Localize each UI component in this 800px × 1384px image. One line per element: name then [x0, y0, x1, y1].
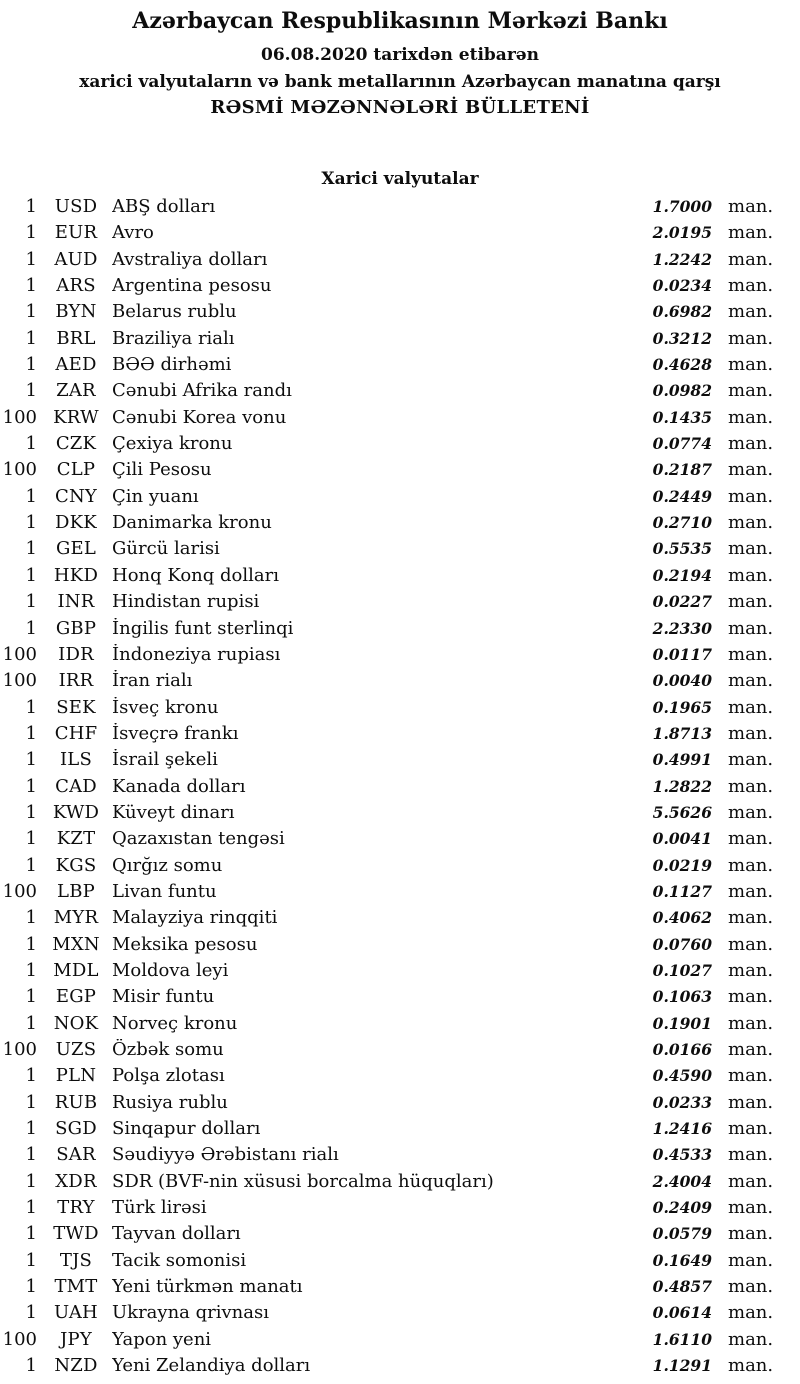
- currency-code: BYN: [55, 301, 97, 323]
- currency-quantity: 100: [2, 1039, 37, 1060]
- currency-row: [0, 644, 800, 670]
- currency-unit-label: man.: [728, 986, 774, 1008]
- currency-row: [0, 1144, 800, 1170]
- currency-quantity: 1: [25, 1170, 37, 1192]
- currency-unit-label: man.: [728, 880, 774, 902]
- currency-unit-label: man.: [728, 327, 774, 349]
- currency-row: [0, 723, 800, 749]
- currency-unit-label: man.: [728, 1302, 774, 1324]
- currency-quantity: 100: [2, 406, 37, 428]
- currency-rate: 0.0760: [652, 934, 712, 954]
- currency-unit-label: man.: [728, 564, 774, 586]
- currency-name: Gürcü larisi: [112, 538, 220, 560]
- currency-unit-label: man.: [728, 1012, 774, 1034]
- currency-rate: 0.1063: [652, 987, 712, 1007]
- currency-code: KGS: [55, 854, 97, 876]
- currency-code: SEK: [56, 696, 96, 718]
- currency-row: [0, 380, 800, 406]
- currency-rate: 0.1965: [652, 697, 712, 717]
- currency-quantity: 1: [25, 222, 37, 244]
- currency-unit-label: man.: [728, 1276, 774, 1298]
- currency-name: Cənubi Afrika randı: [112, 380, 292, 402]
- currency-row: [0, 354, 800, 380]
- currency-name: Misir funtu: [112, 986, 215, 1008]
- currency-name: Malayziya rinqqiti: [112, 907, 278, 929]
- currency-quantity: 1: [25, 327, 37, 349]
- currency-name: Sinqapur dolları: [112, 1118, 261, 1140]
- currency-code: CNY: [54, 485, 97, 507]
- currency-quantity: 1: [25, 1012, 37, 1034]
- currency-name: Yeni Zelandiya dolları: [112, 1355, 311, 1377]
- currency-code: AUD: [54, 248, 98, 270]
- currency-unit-label: man.: [728, 749, 774, 771]
- currency-rate: 0.1127: [652, 881, 712, 901]
- currency-row: [0, 1065, 800, 1091]
- currency-name: Cənubi Korea vonu: [112, 406, 287, 428]
- currency-unit-label: man.: [728, 459, 774, 481]
- currency-quantity: 100: [2, 643, 37, 665]
- currency-rate: 0.0579: [652, 1224, 712, 1244]
- currency-quantity: 1: [25, 1197, 37, 1219]
- currency-code: XDR: [55, 1170, 97, 1192]
- currency-rate: 0.3212: [652, 328, 712, 348]
- currency-name: Türk lirəsi: [112, 1197, 207, 1219]
- currency-row: [0, 486, 800, 512]
- currency-quantity: 1: [25, 1249, 37, 1271]
- currency-name: Çili Pesosu: [112, 459, 212, 481]
- currency-name: Argentina pesosu: [112, 275, 272, 297]
- currency-quantity: 1: [25, 617, 37, 639]
- currency-code: LBP: [57, 880, 95, 902]
- currency-name: Çexiya kronu: [112, 433, 233, 455]
- effective-date-line: 06.08.2020 tarixdən etibarən: [261, 45, 539, 65]
- currency-code: BRL: [56, 327, 96, 349]
- currency-row: [0, 512, 800, 538]
- currency-code: AED: [55, 354, 97, 376]
- currency-unit-label: man.: [728, 380, 774, 402]
- currency-name: İsveçrə frankı: [112, 722, 239, 744]
- currency-row: [0, 828, 800, 854]
- currency-quantity: 1: [25, 1091, 37, 1113]
- currency-row: [0, 934, 800, 960]
- currency-unit-label: man.: [728, 828, 774, 850]
- currency-unit-label: man.: [728, 722, 774, 744]
- currency-code: HKD: [53, 564, 99, 586]
- currency-quantity: 1: [25, 933, 37, 955]
- currency-row: [0, 1039, 800, 1065]
- currency-code: TRY: [57, 1197, 95, 1219]
- currency-rate: 0.4857: [652, 1277, 712, 1297]
- currency-unit-label: man.: [728, 670, 774, 692]
- currency-name: Braziliya rialı: [112, 327, 235, 349]
- currency-unit-label: man.: [728, 406, 774, 428]
- currency-quantity: 1: [25, 801, 37, 823]
- currency-quantity: 1: [25, 722, 37, 744]
- currency-unit-label: man.: [728, 354, 774, 376]
- currency-row: [0, 1276, 800, 1302]
- currency-rate: 0.0166: [652, 1040, 712, 1059]
- currency-name: BƏƏ dirhəmi: [112, 354, 232, 376]
- currency-unit-label: man.: [728, 222, 774, 244]
- currency-rate: 0.2710: [652, 513, 712, 533]
- currency-quantity: 1: [25, 854, 37, 876]
- currency-quantity: 1: [25, 907, 37, 929]
- currency-name: ABŞ dolları: [112, 196, 216, 217]
- currency-rate: 2.2330: [652, 618, 712, 638]
- currency-quantity: 1: [25, 564, 37, 586]
- currency-unit-label: man.: [728, 485, 774, 507]
- currency-code: ZAR: [56, 380, 96, 402]
- currency-quantity: 1: [25, 248, 37, 270]
- currency-quantity: 1: [25, 986, 37, 1008]
- currency-rate: 0.0614: [652, 1303, 712, 1323]
- currency-quantity: 1: [25, 828, 37, 850]
- currency-code: JPY: [60, 1328, 92, 1350]
- currency-row: [0, 670, 800, 696]
- currency-unit-label: man.: [728, 248, 774, 270]
- currency-name: Özbək somu: [112, 1039, 224, 1060]
- currency-quantity: 1: [25, 696, 37, 718]
- currency-row: [0, 960, 800, 986]
- currency-rate: 0.0982: [652, 381, 712, 401]
- currency-code: KWD: [52, 801, 100, 823]
- currency-unit-label: man.: [728, 1197, 774, 1219]
- currency-code: KZT: [56, 828, 96, 850]
- rates-table: [0, 196, 800, 1381]
- currency-row: [0, 275, 800, 301]
- currency-quantity: 1: [25, 485, 37, 507]
- currency-code: NOK: [53, 1012, 99, 1034]
- currency-code: GBP: [55, 617, 97, 639]
- currency-name: Qırğız somu: [112, 854, 223, 876]
- currency-rate: 1.2416: [652, 1119, 712, 1139]
- currency-quantity: 1: [25, 1065, 37, 1087]
- currency-unit-label: man.: [728, 1118, 774, 1140]
- currency-name: İngilis funt sterlinqi: [112, 617, 294, 639]
- currency-row: [0, 459, 800, 485]
- currency-unit-label: man.: [728, 854, 774, 876]
- currency-code: SGD: [55, 1118, 97, 1140]
- currency-row: [0, 881, 800, 907]
- currency-code: MDL: [53, 959, 99, 981]
- currency-quantity: 100: [2, 880, 37, 902]
- currency-quantity: 1: [25, 1144, 37, 1166]
- currency-rate: 0.4991: [652, 750, 712, 770]
- section-title-foreign-currencies: Xarici valyutalar: [321, 169, 479, 189]
- currency-quantity: 1: [25, 959, 37, 981]
- currency-name: Honq Konq dolları: [112, 564, 279, 586]
- currency-quantity: 1: [25, 301, 37, 323]
- currency-name: İsrail şekeli: [112, 749, 218, 771]
- currency-row: [0, 1250, 800, 1276]
- currency-unit-label: man.: [728, 591, 774, 613]
- currency-name: Yeni türkmən manatı: [112, 1276, 303, 1298]
- currency-quantity: 1: [25, 749, 37, 771]
- currency-unit-label: man.: [728, 433, 774, 455]
- currency-quantity: 100: [2, 459, 37, 481]
- currency-code: TWD: [53, 1223, 99, 1245]
- currency-unit-label: man.: [728, 1328, 774, 1350]
- currency-unit-label: man.: [728, 907, 774, 929]
- currency-code: CAD: [55, 775, 97, 797]
- currency-name: Meksika pesosu: [112, 933, 258, 955]
- currency-rate: 0.2194: [652, 565, 712, 585]
- currency-quantity: 1: [25, 1302, 37, 1324]
- currency-rate: 0.6982: [652, 302, 712, 322]
- currency-quantity: 1: [25, 591, 37, 613]
- currency-unit-label: man.: [728, 275, 774, 297]
- currency-rate: 0.4628: [652, 355, 712, 375]
- currency-name: Belarus rublu: [112, 301, 237, 323]
- currency-code: RUB: [54, 1091, 98, 1113]
- currency-name: Ukrayna qrivnası: [112, 1302, 269, 1324]
- currency-row: [0, 1118, 800, 1144]
- currency-row: [0, 618, 800, 644]
- currency-code: GEL: [55, 538, 97, 560]
- currency-quantity: 1: [25, 275, 37, 297]
- currency-row: [0, 407, 800, 433]
- currency-unit-label: man.: [728, 1223, 774, 1245]
- currency-row: [0, 1302, 800, 1328]
- currency-name: İran rialı: [112, 670, 193, 692]
- currency-code: ILS: [60, 749, 92, 771]
- currency-rate: 2.0195: [652, 223, 712, 243]
- currency-row: [0, 986, 800, 1012]
- currency-rate: 2.4004: [652, 1171, 712, 1191]
- currency-name: Küveyt dinarı: [112, 801, 235, 823]
- currency-quantity: 1: [25, 1355, 37, 1377]
- currency-row: [0, 776, 800, 802]
- currency-unit-label: man.: [728, 196, 774, 217]
- currency-row: [0, 1171, 800, 1197]
- currency-row: [0, 855, 800, 881]
- currency-unit-label: man.: [728, 512, 774, 534]
- currency-code: SAR: [56, 1144, 96, 1166]
- currency-quantity: 1: [25, 380, 37, 402]
- currency-rate: 0.1901: [652, 1013, 712, 1033]
- currency-name: Tacik somonisi: [112, 1249, 247, 1271]
- currency-unit-label: man.: [728, 538, 774, 560]
- currency-unit-label: man.: [728, 933, 774, 955]
- currency-code: NZD: [54, 1355, 98, 1377]
- currency-rate: 5.5626: [652, 802, 712, 822]
- currency-name: Yapon yeni: [112, 1328, 212, 1350]
- currency-name: Avstraliya dolları: [112, 248, 268, 270]
- currency-unit-label: man.: [728, 696, 774, 718]
- currency-quantity: 1: [25, 1223, 37, 1245]
- currency-row: [0, 222, 800, 248]
- currency-code: INR: [57, 591, 95, 613]
- currency-name: Danimarka kronu: [112, 512, 272, 534]
- currency-rate: 0.2187: [652, 460, 712, 480]
- currency-unit-label: man.: [728, 1039, 774, 1060]
- currency-name: SDR (BVF-nin xüsusi borcalma hüquqları): [112, 1170, 494, 1192]
- currency-unit-label: man.: [728, 775, 774, 797]
- currency-row: [0, 1092, 800, 1118]
- currency-row: [0, 301, 800, 327]
- currency-name: Norveç kronu: [112, 1012, 238, 1034]
- bank-title: Azərbaycan Respublikasının Mərkəzi Bankı: [132, 8, 668, 34]
- currency-rate: 1.1291: [652, 1356, 712, 1376]
- currency-name: Moldova leyi: [112, 959, 229, 981]
- currency-row: [0, 538, 800, 564]
- currency-rate: 0.4533: [652, 1145, 712, 1165]
- currency-quantity: 1: [25, 775, 37, 797]
- subtitle-line: xarici valyutaların və bank metallarının Azərbaycan manatına qarşı: [79, 72, 721, 92]
- currency-code: TJS: [59, 1249, 93, 1271]
- currency-rate: 0.1435: [652, 407, 712, 427]
- currency-unit-label: man.: [728, 301, 774, 323]
- currency-rate: 0.1027: [652, 960, 712, 980]
- currency-rate: 0.0040: [652, 671, 712, 691]
- currency-rate: 0.4590: [652, 1066, 712, 1086]
- currency-row: [0, 1197, 800, 1223]
- currency-rate: 0.1649: [652, 1250, 712, 1270]
- currency-code: KRW: [53, 406, 99, 428]
- currency-code: CZK: [55, 433, 97, 455]
- currency-rate: 1.8713: [652, 723, 712, 743]
- currency-unit-label: man.: [728, 643, 774, 665]
- bulletin-title: RƏSMİ MƏZƏNNƏLƏRİ BÜLLETENİ: [210, 97, 590, 118]
- currency-row: [0, 749, 800, 775]
- currency-unit-label: man.: [728, 1355, 774, 1377]
- currency-rate: 0.0117: [652, 644, 712, 664]
- currency-row: [0, 1013, 800, 1039]
- currency-name: Səudiyyə Ərəbistanı rialı: [112, 1144, 339, 1166]
- currency-rate: 0.0219: [652, 855, 712, 875]
- currency-code: USD: [54, 196, 98, 217]
- currency-row: [0, 591, 800, 617]
- currency-unit-label: man.: [728, 1249, 774, 1271]
- currency-rate: 0.2409: [652, 1198, 712, 1218]
- currency-code: DKK: [55, 512, 97, 534]
- currency-rate: 1.7000: [652, 197, 712, 216]
- currency-name: Kanada dolları: [112, 775, 246, 797]
- currency-name: Tayvan dolları: [112, 1223, 241, 1245]
- currency-code: ARS: [56, 275, 96, 297]
- currency-row: [0, 697, 800, 723]
- currency-row: [0, 433, 800, 459]
- currency-name: Hindistan rupisi: [112, 591, 260, 613]
- currency-row: [0, 1223, 800, 1249]
- currency-row: [0, 249, 800, 275]
- currency-code: UZS: [55, 1039, 97, 1060]
- currency-quantity: 1: [25, 512, 37, 534]
- currency-name: Çin yuanı: [112, 485, 199, 507]
- currency-rate: 1.6110: [652, 1329, 712, 1349]
- currency-row: [0, 565, 800, 591]
- currency-name: İndoneziya rupiası: [112, 643, 281, 665]
- currency-name: Polşa zlotası: [112, 1065, 225, 1087]
- currency-quantity: 1: [25, 1118, 37, 1140]
- currency-quantity: 1: [25, 433, 37, 455]
- currency-rate: 0.5535: [652, 539, 712, 559]
- currency-row: [0, 1355, 800, 1381]
- currency-unit-label: man.: [728, 617, 774, 639]
- currency-rate: 0.2449: [652, 486, 712, 506]
- currency-quantity: 1: [25, 1276, 37, 1298]
- currency-rate: 1.2822: [652, 776, 712, 796]
- currency-row: [0, 802, 800, 828]
- currency-rate: 0.0041: [652, 829, 712, 849]
- currency-rate: 0.0774: [652, 434, 712, 454]
- currency-rate: 1.2242: [652, 249, 712, 269]
- currency-code: MYR: [53, 907, 99, 929]
- currency-code: PLN: [55, 1065, 97, 1087]
- currency-quantity: 100: [2, 1328, 37, 1350]
- currency-code: CHF: [54, 722, 98, 744]
- currency-unit-label: man.: [728, 801, 774, 823]
- currency-rate: 0.0234: [652, 276, 712, 296]
- currency-rate: 0.0227: [652, 592, 712, 612]
- currency-row: [0, 196, 800, 222]
- currency-name: İsveç kronu: [112, 696, 219, 718]
- currency-code: IRR: [58, 670, 94, 692]
- currency-row: [0, 328, 800, 354]
- currency-unit-label: man.: [728, 1144, 774, 1166]
- currency-quantity: 1: [25, 196, 37, 217]
- currency-code: TMT: [54, 1276, 98, 1298]
- currency-unit-label: man.: [728, 959, 774, 981]
- currency-quantity: 100: [2, 670, 37, 692]
- currency-unit-label: man.: [728, 1091, 774, 1113]
- currency-quantity: 1: [25, 538, 37, 560]
- currency-code: EGP: [55, 986, 97, 1008]
- currency-code: IDR: [58, 643, 94, 665]
- currency-name: Rusiya rublu: [112, 1091, 228, 1113]
- currency-code: CLP: [56, 459, 96, 481]
- currency-name: Qazaxıstan tengəsi: [112, 828, 285, 850]
- currency-rate: 0.0233: [652, 1092, 712, 1112]
- currency-code: EUR: [54, 222, 98, 244]
- currency-quantity: 1: [25, 354, 37, 376]
- currency-unit-label: man.: [728, 1065, 774, 1087]
- currency-code: UAH: [54, 1302, 98, 1324]
- currency-name: Avro: [112, 222, 154, 244]
- currency-rate: 0.4062: [652, 908, 712, 928]
- currency-name: Livan funtu: [112, 880, 217, 902]
- currency-row: [0, 907, 800, 933]
- currency-code: MXN: [52, 933, 100, 955]
- currency-unit-label: man.: [728, 1170, 774, 1192]
- currency-row: [0, 1329, 800, 1355]
